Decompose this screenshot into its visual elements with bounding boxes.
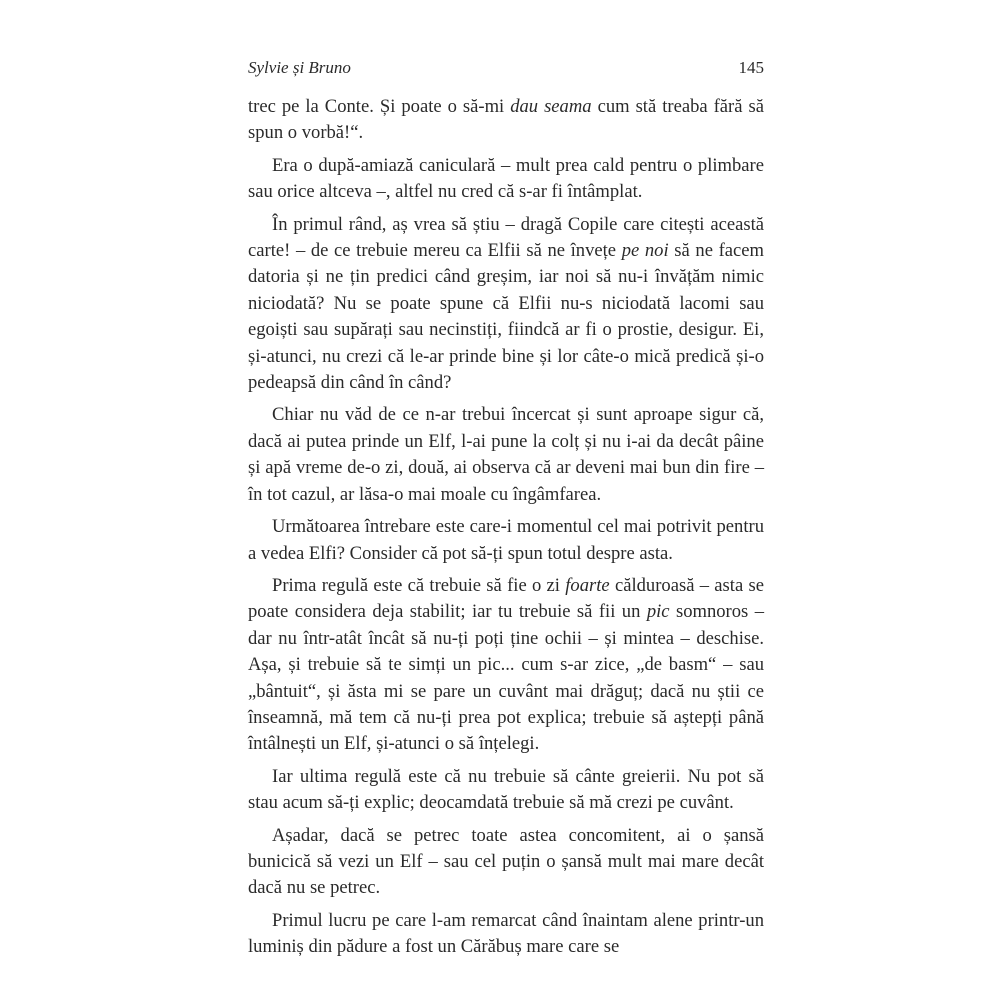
text-run: trec pe la Conte. Și poate o să-mi	[248, 96, 511, 117]
text-run: călduroasă – asta se poate considera deja stabilit; iar tu trebuie să fii un	[248, 574, 764, 623]
text-run: Așadar, dacă se petrec toate astea concomitent, ai o șansă bunicică să vezi un Elf – sau cel puțin o șansă mult mai mare decât dacă nu se petrec.	[248, 824, 764, 899]
paragraph	[248, 212, 764, 397]
paragraph	[248, 153, 764, 206]
text-run: Prima regulă este că trebuie să fie o zi	[272, 574, 566, 596]
paragraph	[248, 402, 764, 508]
body-text	[248, 94, 764, 961]
running-title: Sylvie și Bruno	[248, 58, 351, 77]
paragraph	[248, 823, 764, 902]
paragraph	[248, 764, 764, 817]
paragraph	[248, 908, 764, 961]
page-number: 145	[738, 58, 764, 77]
text-run: cum stă treaba fără să spun o vorbă!“.	[248, 96, 764, 144]
emphasis: pic	[646, 601, 670, 623]
emphasis: foarte	[565, 574, 610, 596]
text-run: Iar ultima regulă este că nu trebuie să cânte greierii. Nu pot să stau acum să-ți explic; deocamdată trebuie să mă crezi pe cuvânt.	[248, 765, 764, 814]
text-run: Chiar nu văd de ce n-ar trebui încercat și sunt aproape sigur că, dacă ai putea prinde un Elf, l-ai pune la colț și nu i-ai da decât pâine și apă vreme de-o zi, două, ai observa că ar deveni mai bun din fire – în tot cazul, ar lăsa-o mai moale cu îngâmfarea.	[248, 404, 764, 505]
text-run: somnoros – dar nu într-atât încât să nu-ți poți ține ochii – și mintea – deschise. Așa, și trebuie să te simți un pic... cum s-ar zice, „de basm“ – sau „bântuit“, și ăsta mi se pare un cuvânt mai drăguț; dacă nu știi ce înseamnă, mă tem că nu-ți prea pot explica; trebuie să aștepți până întâlnești un Elf, și-atunci o să înțelegi.	[248, 601, 764, 755]
emphasis: pe noi	[621, 240, 669, 262]
text-run: Era o după-amiază caniculară – mult prea cald pentru o plimbare sau orice altceva –, altfel nu cred că s-ar fi întâmplat.	[248, 154, 764, 203]
paragraph	[248, 573, 764, 758]
text-run: În primul rând, aș vrea să știu – dragă Copile care citești această carte! – de ce trebuie mereu ca Elfii să ne învețe	[248, 213, 764, 262]
running-header	[248, 58, 764, 94]
emphasis: dau seama	[510, 96, 592, 117]
text-run: Primul lucru pe care l-am remarcat când înaintam alene printr-un luminiș din pădure a fost un Cărăbuș mare care se	[248, 909, 764, 958]
text-run: Următoarea întrebare este care-i momentul cel mai potrivit pentru a vedea Elfi? Consider că pot să-ți spun totul despre asta.	[248, 516, 764, 564]
paragraph	[248, 94, 764, 147]
text-run: să ne facem datoria și ne țin predici când greșim, iar noi să nu-i învățăm nimic niciodată? Nu se poate spune că Elfii nu-s niciodată lacomi sau egoiști sau supărați sau necinstiți, fiindcă ar fi o prostie, desigur. Ei, și-atunci, nu crezi că le-ar prinde bine și lor câte-o mică predică și-o pedeapsă din când în când?	[248, 240, 764, 394]
paragraph	[248, 514, 764, 567]
book-page	[248, 58, 764, 961]
